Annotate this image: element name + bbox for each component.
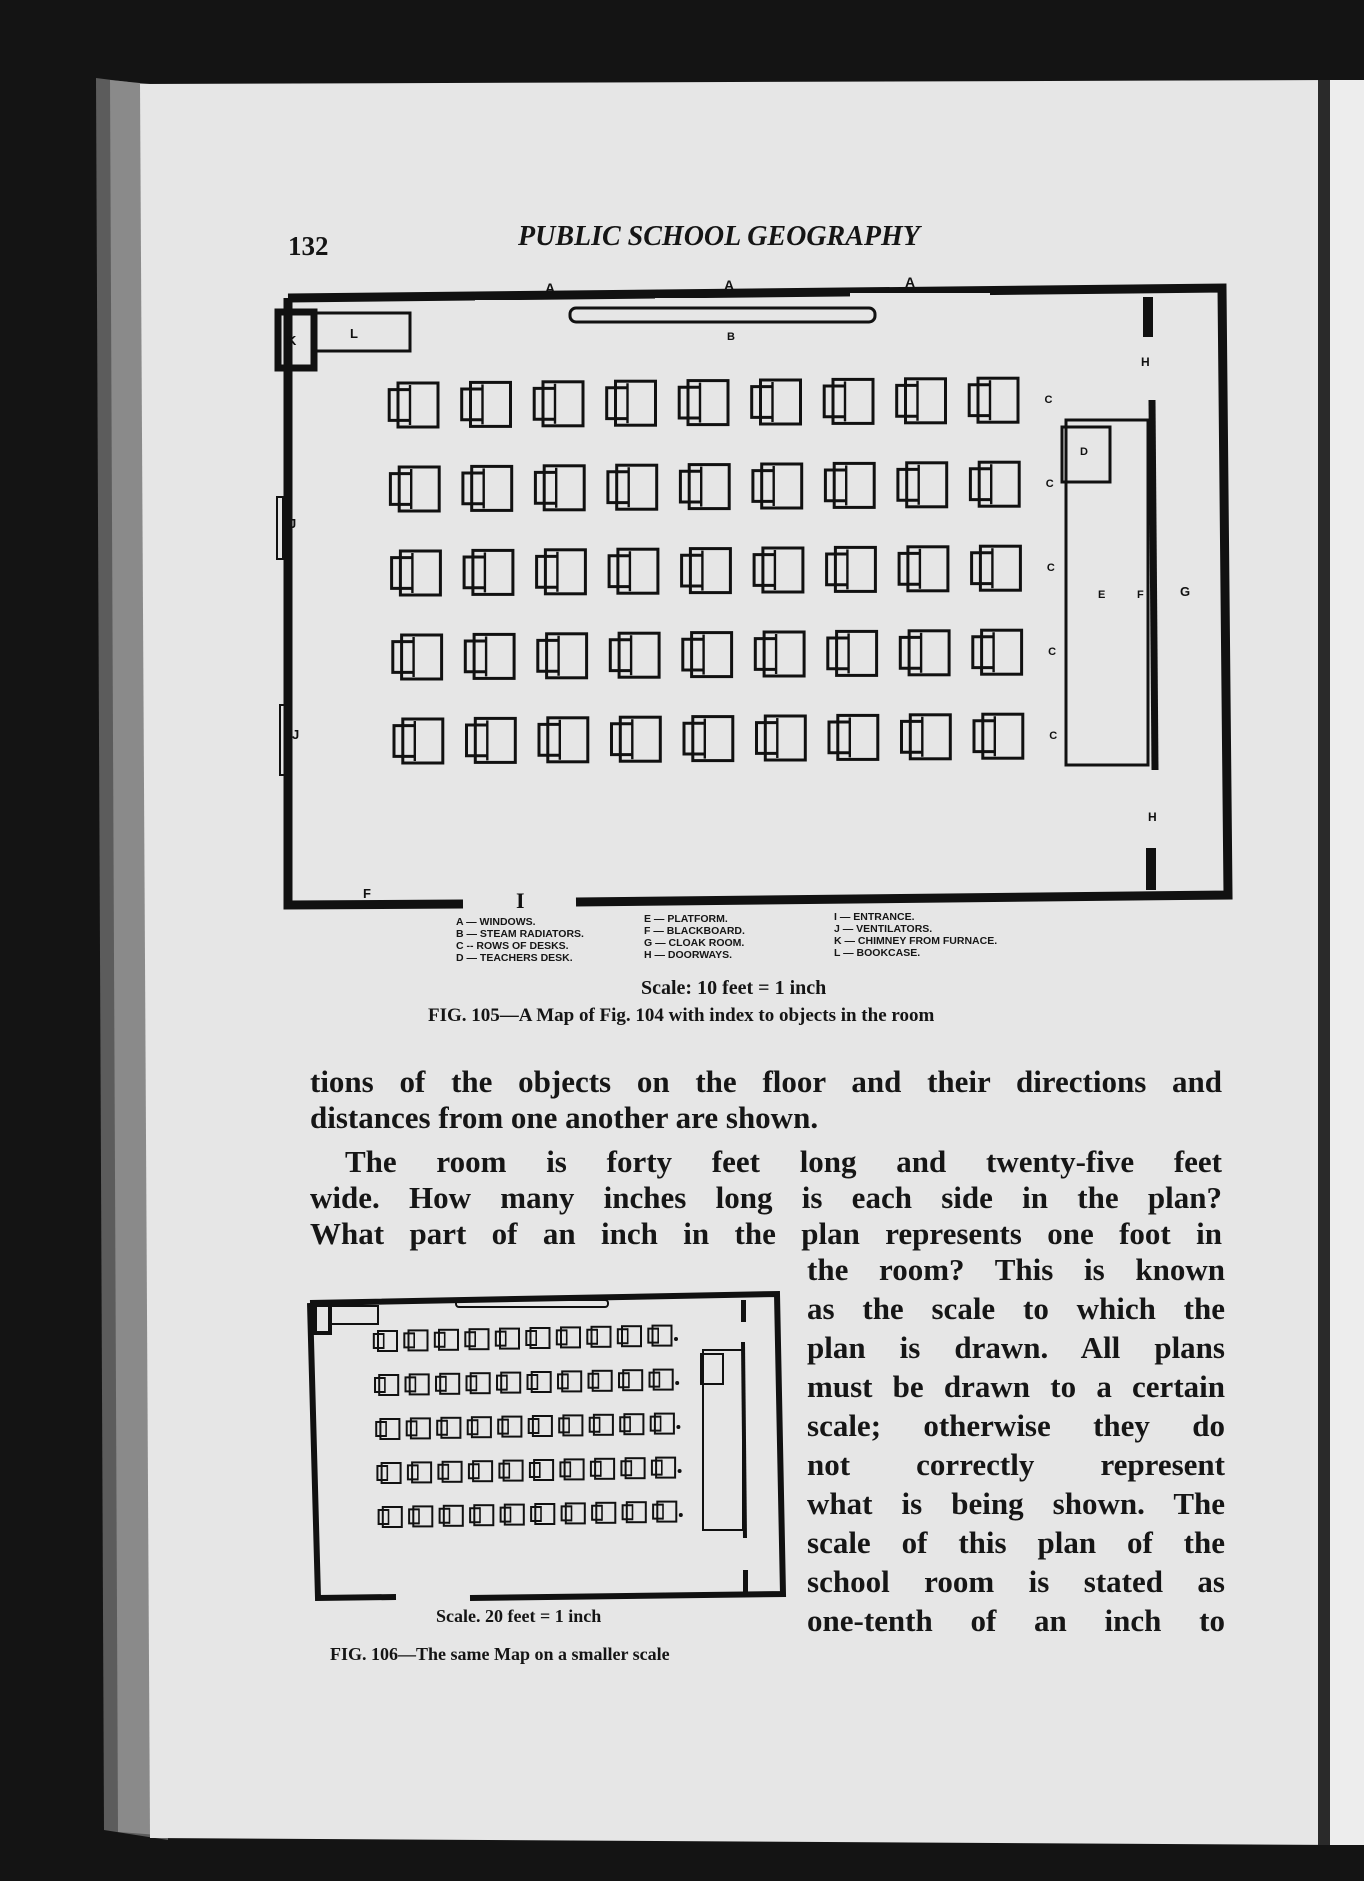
fig105-cloakroom-wall	[1152, 400, 1155, 770]
body-line: plan is drawn. All plans	[807, 1330, 1225, 1365]
fig106-scale: Scale. 20 feet = 1 inch	[436, 1606, 602, 1626]
fig106-caption: FIG. 106—The same Map on a smaller scale	[330, 1644, 670, 1664]
label-window-a: A	[545, 280, 556, 296]
legend-entry: F — BLACKBOARD.	[644, 925, 745, 937]
body-line: scale; otherwise they do	[807, 1408, 1225, 1443]
body-text-top	[310, 1063, 1222, 1263]
desk-row-marker	[679, 1513, 683, 1517]
desk-row-marker	[676, 1425, 680, 1429]
desk-row-marker	[674, 1337, 678, 1341]
page-number: 132	[288, 231, 329, 261]
label-window-a: A	[905, 274, 916, 290]
legend-entry: L — BOOKCASE.	[834, 947, 921, 959]
legend-entry: J — VENTILATORS.	[834, 923, 933, 935]
label-desk-row-c: C	[1045, 477, 1054, 490]
legend-entry: A — WINDOWS.	[456, 916, 536, 928]
legend-entry: K — CHIMNEY FROM FURNACE.	[834, 935, 998, 947]
label-blackboard-f: F	[1137, 589, 1144, 601]
legend-entry: D — TEACHERS DESK.	[456, 952, 573, 964]
body-text-column	[807, 1251, 1225, 1651]
label-doorway-h: H	[1141, 355, 1150, 369]
label-blackboard-f: F	[363, 886, 371, 901]
label-desk-row-c: C	[1046, 561, 1055, 574]
legend-entry: B — STEAM RADIATORS.	[456, 928, 584, 940]
fig105-window	[850, 293, 990, 298]
label-cloakroom-g: G	[1180, 584, 1191, 599]
body-line: one-tenth of an inch to	[807, 1603, 1225, 1638]
label-entrance-i: I	[516, 888, 525, 913]
facing-page-edge	[1330, 80, 1364, 1845]
fig105-door-jamb	[1143, 297, 1153, 337]
label-ventilator-j: J	[289, 516, 297, 531]
body-line: What part of an inch in the plan represents one foot in	[310, 1216, 1222, 1251]
fig106-door-jamb	[743, 1570, 748, 1592]
body-line: distances from one another are shown.	[310, 1100, 819, 1135]
fig105-caption: FIG. 105—A Map of Fig. 104 with index to objects in the room	[428, 1005, 935, 1026]
fig105-window	[475, 300, 625, 305]
label-desk-row-c: C	[1044, 393, 1053, 406]
label-desk-row-c: C	[1048, 645, 1057, 658]
fig105-window	[655, 298, 815, 303]
label-doorway-h: H	[1148, 810, 1157, 824]
gutter-shadow	[1318, 80, 1330, 1845]
body-line: wide. How many inches long is each side in the plan?	[310, 1180, 1222, 1215]
legend-entry: H — DOORWAYS.	[644, 949, 733, 961]
legend-entry: E — PLATFORM.	[644, 913, 728, 925]
fig106-cloakroom-wall	[743, 1342, 745, 1538]
body-line: as the scale to which the	[807, 1291, 1225, 1326]
desk-row-marker	[675, 1381, 679, 1385]
fig105-scale: Scale: 10 feet = 1 inch	[641, 977, 827, 999]
body-line: The room is forty feet long and twenty-five feet	[345, 1144, 1222, 1179]
label-window-a: A	[724, 277, 735, 293]
label-chimney-k: K	[287, 333, 297, 348]
body-line: must be drawn to a certain	[807, 1369, 1225, 1404]
label-radiator-b: B	[727, 331, 735, 343]
fig106-door-jamb	[741, 1300, 746, 1322]
body-line: tions of the objects on the floor and their directions and	[310, 1064, 1222, 1099]
fig105-door-jamb	[1146, 848, 1156, 890]
label-ventilator-j: J	[292, 727, 300, 742]
body-line: school room is stated as	[807, 1564, 1225, 1599]
label-desk-row-c: C	[1049, 729, 1058, 742]
body-line: scale of this plan of the	[807, 1525, 1225, 1560]
body-line: the room? This is known	[807, 1252, 1225, 1287]
body-line: not correctly represent	[807, 1447, 1225, 1482]
label-platform-e: E	[1098, 589, 1106, 601]
body-line: what is being shown. The	[807, 1486, 1225, 1521]
legend-entry: G — CLOAK ROOM.	[644, 937, 745, 949]
desk-row-marker	[678, 1469, 682, 1473]
legend-entry: I — ENTRANCE.	[834, 911, 915, 923]
label-teachers-desk-d: D	[1080, 446, 1088, 458]
legend-entry: C -- ROWS OF DESKS.	[456, 940, 569, 952]
running-head: PUBLIC SCHOOL GEOGRAPHY	[518, 221, 920, 252]
label-bookcase-l: L	[350, 326, 358, 341]
